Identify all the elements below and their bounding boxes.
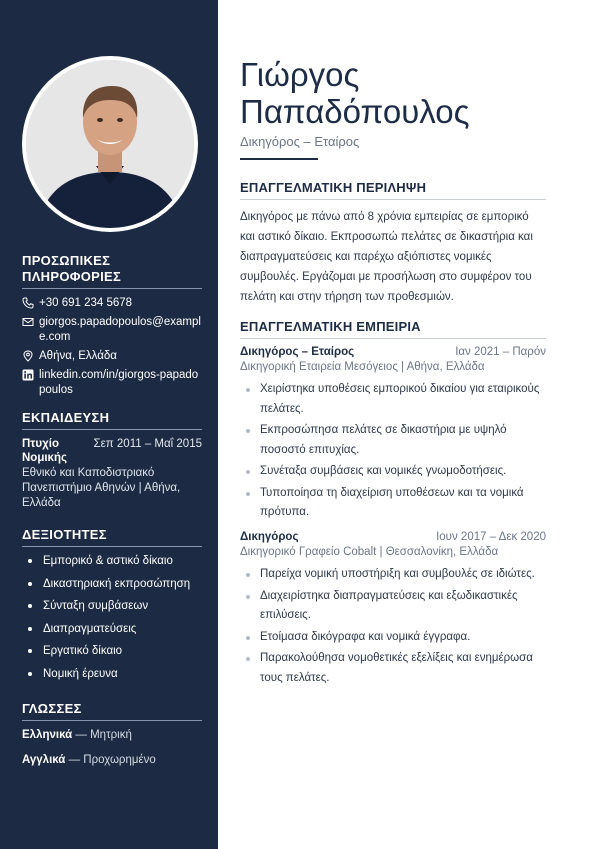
- summary-title: ΕΠΑΓΓΕΛΜΑΤΙΚΗ ΠΕΡΙΛΗΨΗ: [240, 180, 546, 200]
- job-entry: [240, 345, 546, 525]
- experience-title: ΕΠΑΓΓΕΛΜΑΤΙΚΗ ΕΜΠΕΙΡΙΑ: [240, 319, 546, 339]
- education-school: Εθνικό και Καποδιστριακό Πανεπιστήμιο Αθηνών | Αθήνα, Ελλάδα: [22, 467, 181, 509]
- mail-icon: [22, 316, 34, 328]
- job-dates: Ιουν 2017 – Δεκ 2020: [436, 531, 546, 543]
- job-title: Δικηγόρος – Εταίρος: [240, 346, 355, 358]
- email-text[interactable]: giorgos.papadopoulos@example.com: [39, 316, 201, 343]
- skills-section: [22, 527, 202, 689]
- role-divider: [240, 158, 318, 160]
- education-dates: Σεπ 2011 – Μαΐ 2015: [93, 438, 202, 450]
- job-company: Δικηγορική Εταιρεία Μεσόγειος | Αθήνα, Ελλάδα: [240, 361, 485, 373]
- linkedin-text[interactable]: linkedin.com/in/giorgos-papadopoulos: [39, 369, 199, 396]
- personal-info-title: ΠΡΟΣΩΠΙΚΕΣ ΠΛΗΡΟΦΟΡΙΕΣ: [22, 253, 202, 289]
- last-name: Παπαδόπουλος: [240, 93, 470, 130]
- language-item: Αγγλικά — Προχωρημένο: [22, 754, 156, 766]
- job-entry: [240, 530, 546, 690]
- bullet-item: Παρείχα νομική υποστήριξη και συμβουλές σε ιδιώτες.: [240, 565, 546, 585]
- job-company: Δικηγορικό Γραφείο Cobalt | Θεσσαλονίκη, Ελλάδα: [240, 546, 499, 558]
- skill-item: Εργατικό δίκαιο: [22, 644, 202, 658]
- bullet-item: Διαχειρίστηκα διαπραγματεύσεις και εξωδικαστικές επιλύσεις.: [240, 587, 546, 626]
- location-text: Αθήνα, Ελλάδα: [39, 350, 117, 362]
- skill-item: Σύνταξη συμβάσεων: [22, 599, 202, 613]
- bullet-item: Συνέταξα συμβάσεις και νομικές γνωμοδοτήσεις.: [240, 462, 546, 482]
- profile-photo-frame: [22, 56, 198, 232]
- job-dates: Ιαν 2021 – Παρόν: [455, 346, 546, 358]
- first-name: Γιώργος: [240, 56, 360, 93]
- education-section: [22, 410, 202, 511]
- language-item: Ελληνικά — Μητρική: [22, 729, 132, 741]
- phone-row: [22, 296, 202, 311]
- job-title: Δικηγόρος: [240, 531, 299, 543]
- phone-text[interactable]: +30 691 234 5678: [39, 297, 133, 309]
- language-level: Προχωρημένο: [83, 754, 156, 766]
- linkedin-row: [22, 368, 202, 398]
- job-role: Δικηγόρος – Εταίρος: [240, 134, 360, 149]
- education-header: [22, 437, 202, 465]
- education-title: ΕΚΠΑΙΔΕΥΣΗ: [22, 410, 202, 430]
- phone-icon: [22, 297, 34, 309]
- portrait-illustration: [26, 60, 194, 228]
- bullet-item: Παρακολούθησα νομοθετικές εξελίξεις και ενημέρωσα τους πελάτες.: [240, 649, 546, 688]
- sidebar: [0, 0, 218, 849]
- education-degree: Πτυχίο Νομικής: [22, 438, 67, 464]
- linkedin-icon: [22, 369, 34, 381]
- language-level: Μητρική: [90, 729, 132, 741]
- job-bullets: [240, 380, 546, 523]
- languages-section: [22, 701, 202, 778]
- languages-title: ΓΛΩΣΣΕΣ: [22, 701, 202, 721]
- summary-text: Δικηγόρος με πάνω από 8 χρόνια εμπειρίας σε εμπορικό και αστικό δίκαιο. Εκπροσωπώ πελάτες σε δικαστήρια και διαπραγματεύσεις και παρέχω αξιόπιστες νομικές συμβουλές. Εργάζομαι με προσήλωση στο συμφέρον του πελάτη και στην τήρηση των προθεσμιών.: [240, 211, 533, 303]
- email-row: [22, 315, 202, 345]
- location-row: [22, 349, 202, 364]
- bullet-item: Τυποποίησα τη διαχείριση υποθέσεων και τα νομικά πρότυπα.: [240, 484, 546, 523]
- skill-item: Εμπορικό & αστικό δίκαιο: [22, 554, 202, 568]
- personal-info-section: [22, 253, 202, 402]
- skill-item: Διαπραγματεύσεις: [22, 622, 202, 636]
- profile-photo: [26, 60, 194, 228]
- location-pin-icon: [22, 350, 34, 362]
- language-name: Ελληνικά: [22, 729, 73, 741]
- skills-title: ΔΕΞΙΟΤΗΤΕΣ: [22, 527, 202, 547]
- skill-item: Νομική έρευνα: [22, 667, 202, 681]
- skills-list: [22, 554, 202, 681]
- full-name: [240, 56, 580, 130]
- bullet-item: Χειρίστηκα υποθέσεις εμπορικού δικαίου για εταιρικούς πελάτες.: [240, 380, 546, 419]
- language-name: Αγγλικά: [22, 754, 66, 766]
- bullet-item: Εκπροσώπησα πελάτες σε δικαστήρια με υψηλό ποσοστό επιτυχίας.: [240, 421, 546, 460]
- job-bullets: [240, 565, 546, 688]
- job-header: [240, 345, 546, 359]
- bullet-item: Ετοίμασα δικόγραφα και νομικά έγγραφα.: [240, 628, 546, 648]
- job-header: [240, 530, 546, 544]
- skill-item: Δικαστηριακή εκπροσώπηση: [22, 577, 202, 591]
